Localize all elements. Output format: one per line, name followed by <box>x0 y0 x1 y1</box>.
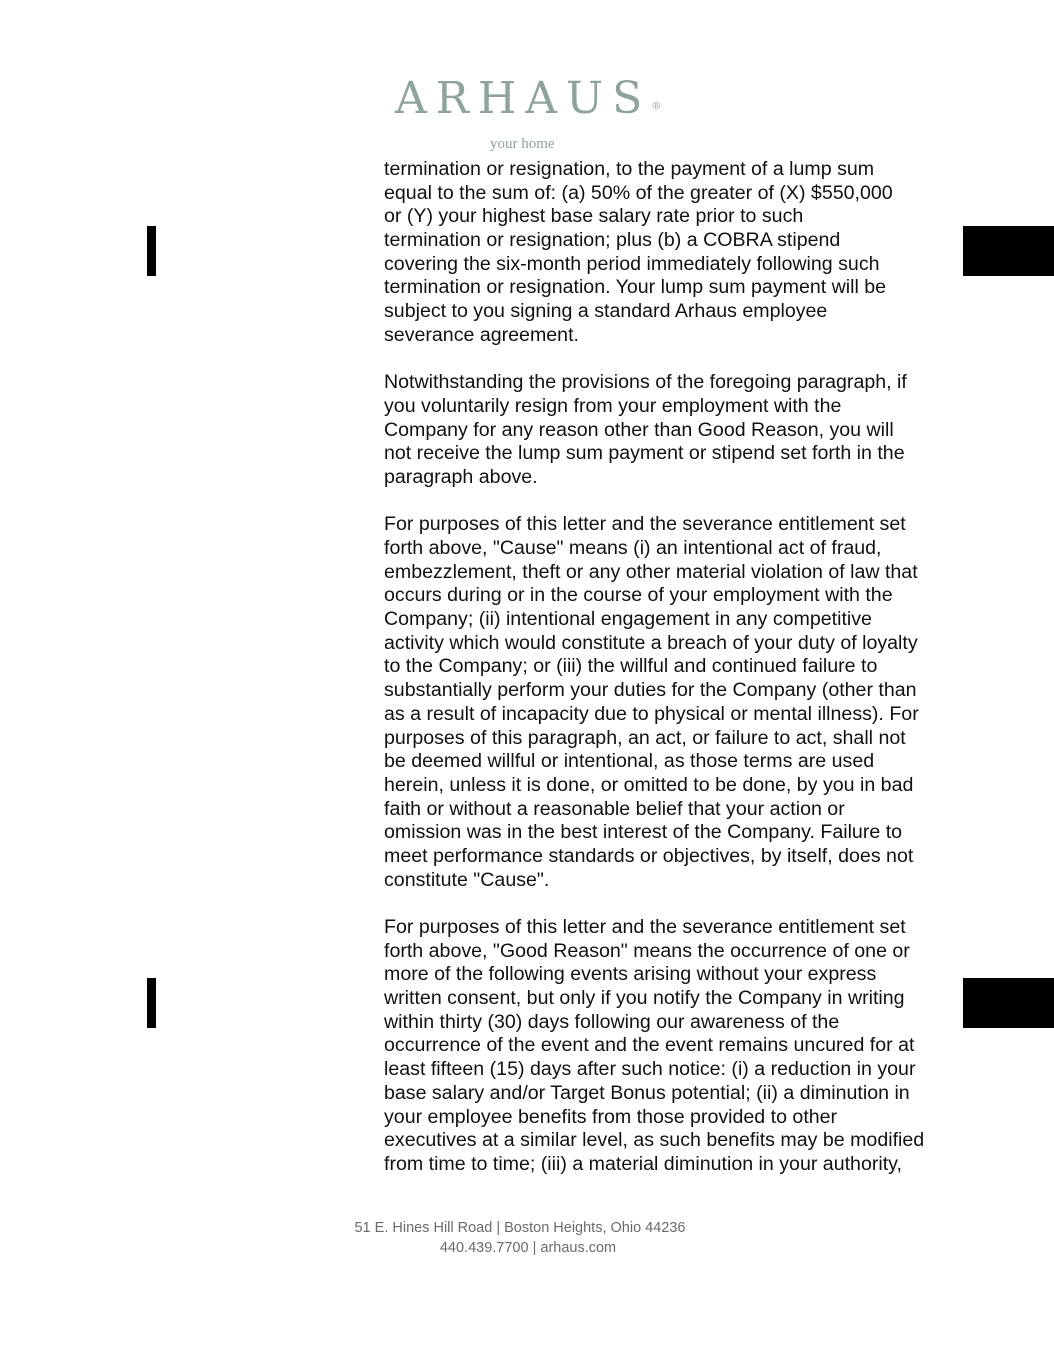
text-line: For purposes of this letter and the severance entitlement set <box>384 513 906 536</box>
text-line: covering the six-month period immediately following such <box>384 252 880 275</box>
text-line: termination or resignation; plus (b) a COBRA stipend <box>384 229 841 252</box>
paragraph-gap <box>384 348 959 372</box>
logo-wordmark: ARHAUS® <box>395 73 662 124</box>
paragraph-gap <box>384 490 959 514</box>
footer-address: 51 E. Hines Hill Road | Boston Heights, Ohio 44236 <box>354 1220 686 1236</box>
text-line: within thirty (30) days following our awareness of the <box>384 1010 840 1033</box>
text-line: your employee benefits from those provided to other <box>384 1105 838 1128</box>
text-line: omission was in the best interest of the Company. Failure to <box>384 821 903 844</box>
text-line: activity which would constitute a breach of your duty of loyalty <box>384 631 918 654</box>
text-line: written consent, but only if you notify the Company in writing <box>384 987 905 1010</box>
text-line: as a result of incapacity due to physical or mental illness). For <box>384 702 919 725</box>
redaction-mark-right-2 <box>963 978 1054 1028</box>
text-line: forth above, "Good Reason" means the occurrence of one or <box>384 939 910 962</box>
paragraph-3 <box>384 513 959 892</box>
text-line: termination or resignation, to the payment of a lump sum <box>384 158 875 180</box>
text-line: Company; (ii) intentional engagement in any competitive <box>384 608 872 631</box>
text-line: For purposes of this letter and the severance entitlement set <box>384 916 906 938</box>
text-line: Company for any reason other than Good Reason, you will <box>384 418 894 441</box>
paragraph-4 <box>384 916 959 1177</box>
arhaus-logo <box>395 74 675 154</box>
paragraph-2 <box>384 371 959 489</box>
footer-contact: 440.439.7700 | arhaus.com <box>439 1240 617 1256</box>
text-line: occurrence of the event and the event remains uncured for at <box>384 1034 915 1057</box>
text-line: least fifteen (15) days after such notice: (i) a reduction in your <box>384 1058 916 1081</box>
page-footer <box>330 1218 710 1258</box>
text-line: faith or without a reasonable belief that your action or <box>384 797 845 820</box>
text-line: executives at a similar level, as such benefits may be modified <box>384 1129 925 1152</box>
text-line: to the Company; or (iii) the willful and continued failure to <box>384 655 878 678</box>
text-line: paragraph above. <box>384 465 538 488</box>
redaction-mark-right-1 <box>963 226 1054 276</box>
text-line: not receive the lump sum payment or stipend set forth in the <box>384 442 905 465</box>
text-line: subject to you signing a standard Arhaus employee <box>384 300 828 323</box>
paragraph-gap <box>384 892 959 916</box>
registered-mark: ® <box>651 101 662 112</box>
text-line: termination or resignation. Your lump sum payment will be <box>384 276 887 299</box>
text-line: from time to time; (iii) a material diminution in your authority, <box>384 1152 902 1175</box>
letter-body <box>384 158 959 1177</box>
text-line: you voluntarily resign from your employment with the <box>384 394 842 417</box>
text-line: embezzlement, theft or any other material violation of law that <box>384 560 918 583</box>
text-line: Notwithstanding the provisions of the foregoing paragraph, if <box>384 371 907 394</box>
text-line: or (Y) your highest base salary rate prior to such <box>384 205 804 228</box>
paragraph-1 <box>384 158 959 348</box>
text-line: occurs during or in the course of your employment with the <box>384 584 893 607</box>
text-line: more of the following events arising without your express <box>384 963 877 986</box>
redaction-mark-left-2 <box>147 978 156 1028</box>
text-line: be deemed willful or intentional, as those terms are used <box>384 750 875 773</box>
text-line: meet performance standards or objectives, by itself, does not <box>384 844 914 867</box>
text-line: herein, unless it is done, or omitted to be done, by you in bad <box>384 773 914 796</box>
text-line: forth above, "Cause" means (i) an intentional act of fraud, <box>384 537 882 559</box>
logo-tagline: your home <box>490 136 555 152</box>
text-line: severance agreement. <box>384 323 579 346</box>
text-line: substantially perform your duties for the Company (other than <box>384 679 917 702</box>
redaction-mark-left-1 <box>147 226 156 276</box>
text-line: constitute "Cause". <box>384 868 550 891</box>
text-line: base salary and/or Target Bonus potential; (ii) a diminution in <box>384 1081 910 1104</box>
text-line: equal to the sum of: (a) 50% of the greater of (X) $550,000 <box>384 181 893 204</box>
text-line: purposes of this paragraph, an act, or failure to act, shall not <box>384 726 906 749</box>
